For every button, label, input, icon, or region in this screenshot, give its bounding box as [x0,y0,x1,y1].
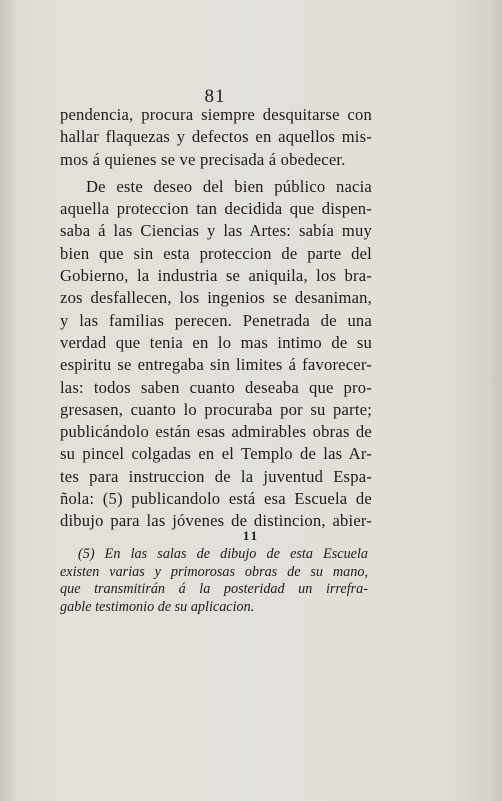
text-line: su pincel colgadas en el Templo de las Ar- [60,444,372,464]
footnote-line: gable testimonio de su aplicacion. [60,598,255,615]
text-line: gresasen, cuanto lo procuraba por su parte; [60,399,372,419]
body-text [60,104,372,533]
text-line: aquella proteccion tan decidida que dispen- [60,199,372,219]
text-line: pendencia, procura siempre desquitarse con [60,105,372,124]
text-line: tes para instruccion de la juventud Espa- [60,466,372,486]
text-line: hallar flaquezas y defectos en aquellos mis- [60,127,372,147]
page-number: 81 [204,86,226,107]
text-line: mos á quienes se ve precisada á obedecer. [60,149,346,169]
text-line: espiritu se entregaba sin limites á favorecer- [60,355,372,375]
text-line: ñola: (5) publicandolo está esa Escuela de [60,489,372,509]
text-line: bien que sin esta proteccion de parte del [60,243,372,263]
footnote-line: (5) En las salas de dibujo de esta Escuela [78,546,368,562]
text-line: saba á las Ciencias y las Artes: sabía muy [60,221,372,241]
text-line: Gobierno, la industria se aniquila, los bra- [60,266,372,286]
signature-mark: 11 [242,528,260,543]
text-line: dibujo para las jóvenes de distincion, abier- [60,511,372,531]
text-line: las: todos saben cuanto deseaba que pro- [60,377,372,397]
text-line: y las familias perecen. Penetrada de una [60,310,372,330]
footnote [60,546,368,616]
footnote-line: que transmitirán á la posteridad un irrefra- [60,581,368,597]
footnote-line: existen varias y primorosas obras de su mano, [60,563,368,580]
text-line: zos desfallecen, los ingenios se desaniman, [60,288,372,308]
text-line: verdad que tenia en lo mas intimo de su [60,332,372,352]
text-line: De este deseo del bien público nacia [86,176,372,196]
text-line: publicándolo están esas admirables obras de [60,422,372,442]
